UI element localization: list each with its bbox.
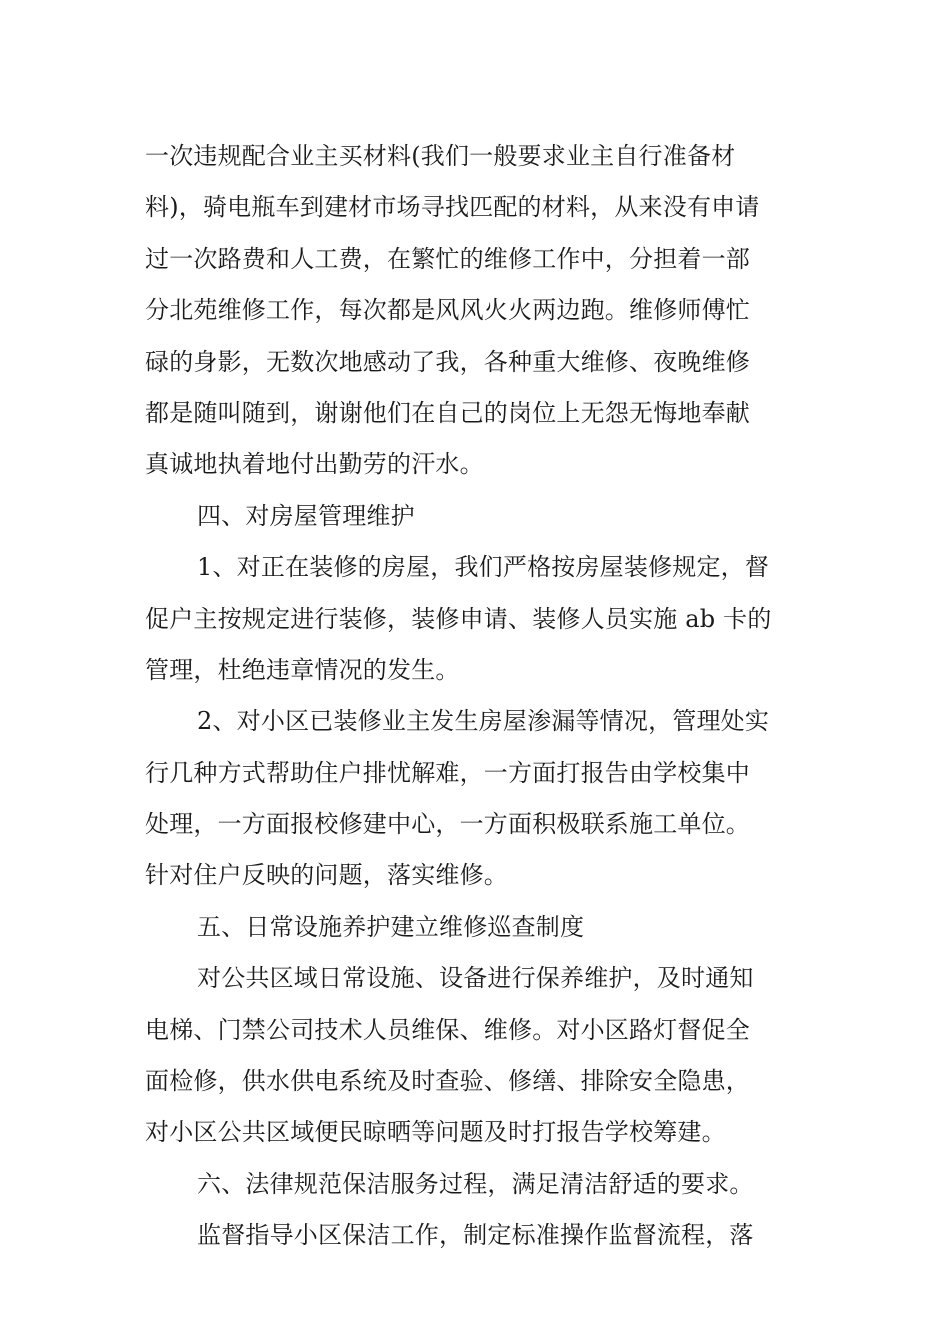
text-line: 1、对正在装修的房屋，我们严格按房屋装修规定，督 <box>197 553 770 582</box>
text-line: 行几种方式帮助住户排忧解难，一方面打报告由学校集中 <box>145 758 750 787</box>
section-heading-6: 六、法律规范保洁服务过程，满足清洁舒适的要求。 <box>197 1169 754 1198</box>
text-line: 面检修，供水供电系统及时查验、修缮、排除安全隐患， <box>145 1067 750 1096</box>
text-line: 对小区公共区域便民晾晒等问题及时打报告学校筹建。 <box>145 1118 726 1147</box>
text-line: 针对住户反映的问题，落实维修。 <box>145 861 508 890</box>
text-line: 一次违规配合业主买材料(我们一般要求业主自行准备材 <box>145 142 736 170</box>
text-line: 管理，杜绝违章情况的发生。 <box>145 655 460 684</box>
text-line: 2、对小区已装修业主发生房屋渗漏等情况，管理处实 <box>197 707 770 736</box>
text-line: 处理，一方面报校修建中心，一方面积极联系施工单位。 <box>145 810 750 839</box>
section-heading-4: 四、对房屋管理维护 <box>197 501 415 530</box>
text-line: 促户主按规定进行装修，装修申请、装修人员实施 ab 卡的 <box>145 604 772 633</box>
text-line: 监督指导小区保洁工作，制定标准操作监督流程，落 <box>197 1221 754 1250</box>
section-heading-5: 五、日常设施养护建立维修巡查制度 <box>197 912 585 941</box>
text-line: 碌的身影，无数次地感动了我，各种重大维修、夜晚维修 <box>145 347 750 376</box>
text-line: 过一次路费和人工费，在繁忙的维修工作中，分担着一部 <box>145 244 750 273</box>
document-body <box>145 131 810 1262</box>
text-line: 对公共区域日常设施、设备进行保养维护，及时通知 <box>197 964 754 993</box>
text-line: 真诚地执着地付出勤劳的汗水。 <box>145 450 484 479</box>
text-line: 分北苑维修工作，每次都是风风火火两边跑。维修师傅忙 <box>145 296 750 325</box>
text-line: 电梯、门禁公司技术人员维保、维修。对小区路灯督促全 <box>145 1015 750 1044</box>
text-line: 料)，骑电瓶车到建材市场寻找匹配的材料，从来没有申请 <box>145 193 760 222</box>
text-line: 都是随叫随到，谢谢他们在自己的岗位上无怨无悔地奉献 <box>145 398 750 427</box>
